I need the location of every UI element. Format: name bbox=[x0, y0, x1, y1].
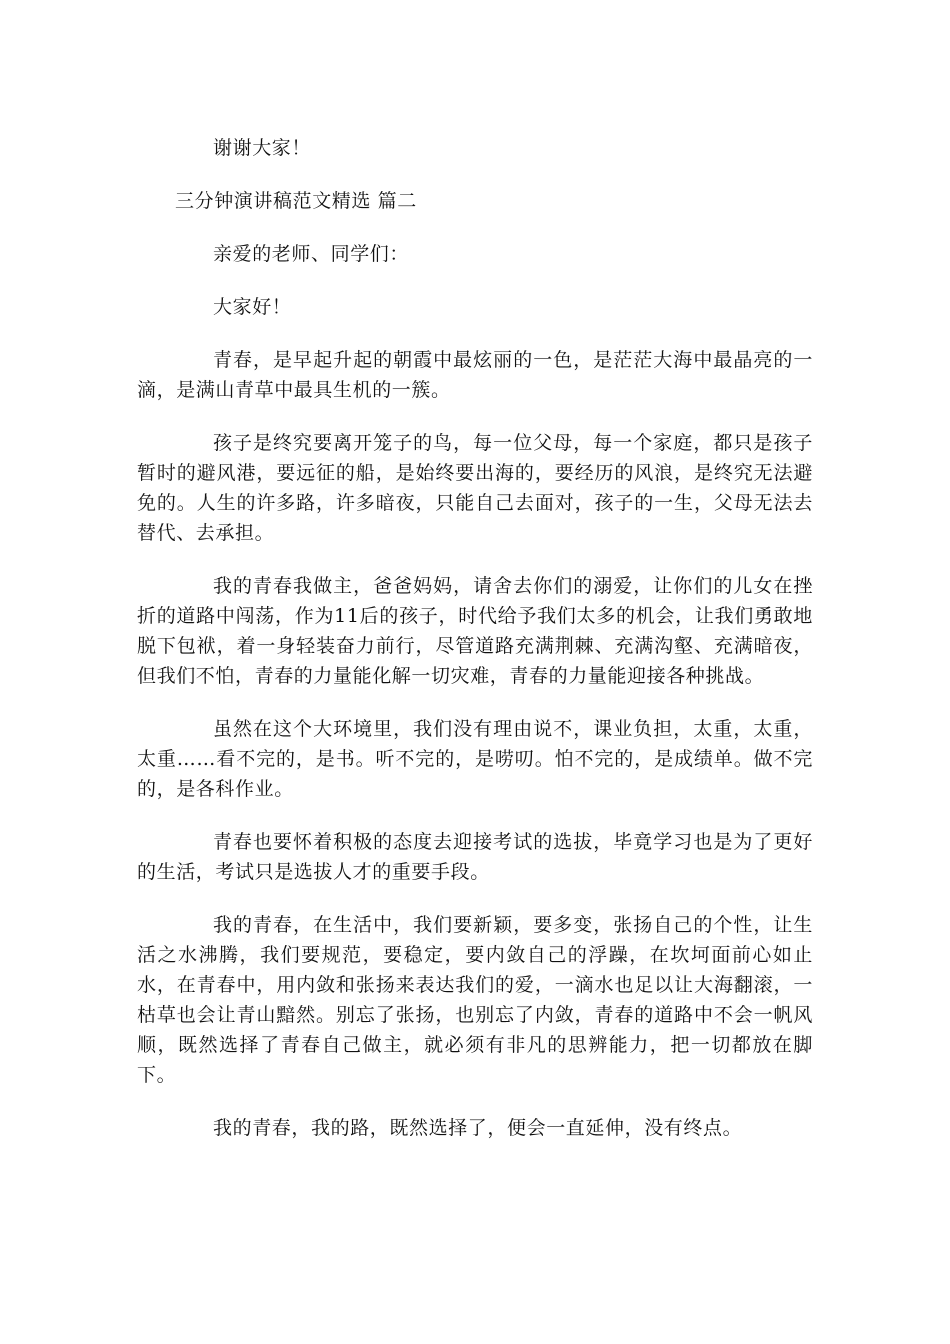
body-paragraph: 孩子是终究要离开笼子的鸟，每一位父母，每一个家庭，都只是孩子暂时的避风港，要远征的船，是始终要出海的，要经历的风浪，是终究无法避免的。人生的许多路，许多暗夜，只能自己去面对，孩子的一生，父母无法去替代、去承担。 bbox=[137, 432, 813, 544]
body-paragraph: 我的青春，在生活中，我们要新颖，要多变，张扬自己的个性，让生活之水沸腾，我们要规范，要稳定，要内敛自己的浮躁，在坎坷面前心如止水，在青春中，用内敛和张扬来表达我们的爱，一滴水也足以让大海翻滚，一枯草也会让青山黯然。别忘了张扬，也别忘了内敛，青春的道路中不会一帆风顺，既然选择了青春自己做主，就必须有非凡的思辨能力，把一切都放在脚下。 bbox=[137, 914, 813, 1086]
body-paragraph: 青春，是早起升起的朝霞中最炫丽的一色，是茫茫大海中最晶亮的一滴，是满山青草中最具生机的一簇。 bbox=[137, 349, 813, 401]
closing-thanks: 谢谢大家！ bbox=[213, 137, 312, 159]
body-paragraph: 我的青春，我的路，既然选择了，便会一直延伸，没有终点。 bbox=[213, 1117, 743, 1139]
body-paragraph: 我的青春我做主，爸爸妈妈，请舍去你们的溺爱，让你们的儿女在挫折的道路中闯荡，作为11后的孩子，时代给予我们太多的机会，让我们勇敢地脱下包袱，着一身轻装奋力前行，尽管道路充满荆棘、充满沟壑、充满暗夜，但我们不怕，青春的力量能化解一切灾难，青春的力量能迎接各种挑战。 bbox=[137, 575, 813, 687]
greeting: 大家好！ bbox=[213, 296, 292, 318]
body-paragraph: 青春也要怀着积极的态度去迎接考试的选拔，毕竟学习也是为了更好的生活，考试只是选拔人才的重要手段。 bbox=[137, 831, 813, 883]
body-paragraph: 虽然在这个大环境里，我们没有理由说不，课业负担，太重，太重，太重……看不完的，是书。听不完的，是唠叨。怕不完的，是成绩单。做不完的，是各科作业。 bbox=[137, 718, 813, 800]
document-body bbox=[137, 133, 813, 1166]
section-heading: 三分钟演讲稿范文精选 篇二 bbox=[175, 190, 417, 212]
salutation: 亲爱的老师、同学们： bbox=[213, 243, 410, 265]
